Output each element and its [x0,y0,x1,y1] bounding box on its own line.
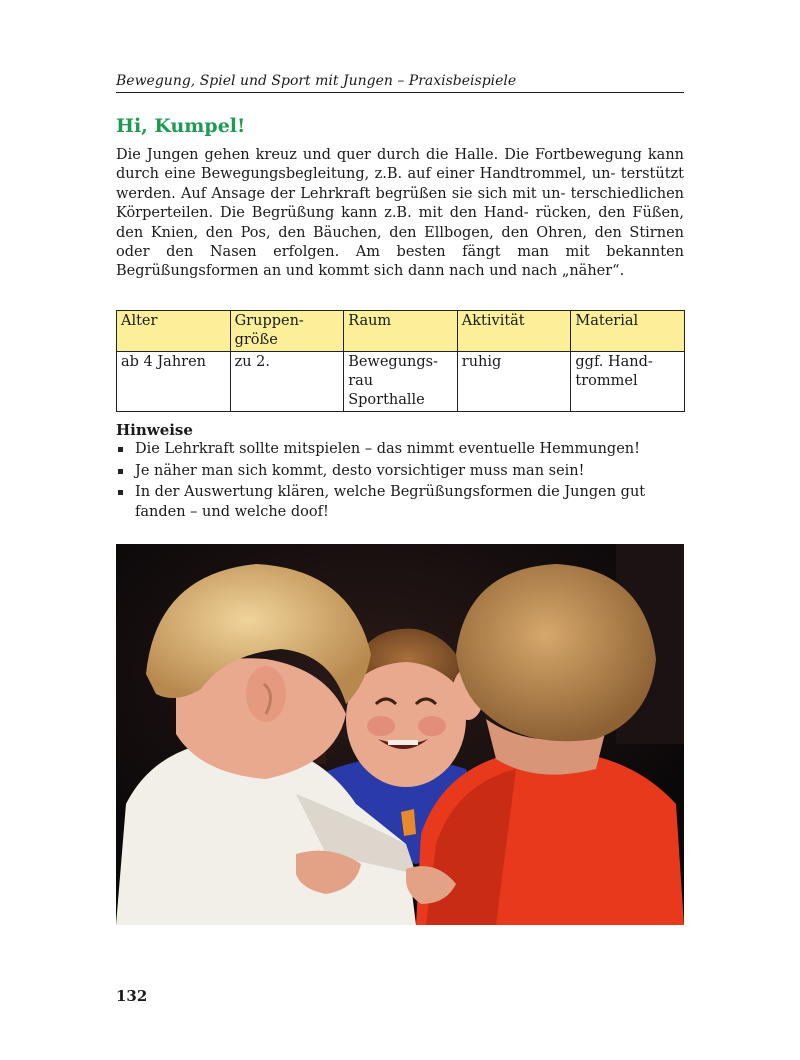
intro-line: rücken, den Füßen, den Knien, den Pos, den Bäuchen, den Ellbogen, den [116,205,685,241]
notes-list [116,440,684,522]
intro-paragraph [116,146,684,282]
cell-raum: Bewegungs- rau Sporthalle [344,352,458,412]
header-material: Material [571,311,685,352]
header-alter: Alter [117,311,231,352]
notes-heading: Hinweise [116,421,193,439]
cell-material: ggf. Hand- trommel [571,352,685,412]
bullet-square-icon [118,447,123,452]
intro-line: Die Jungen gehen kreuz und quer durch die Halle. Die Fortbewegung [116,147,642,163]
page-number: 132 [116,987,148,1005]
table-header-row [117,311,685,352]
header-raum: Raum [344,311,458,352]
cell-gruppengroesse: zu 2. [230,352,344,412]
list-item: In der Auswertung klären, welche Begrüßungsformen die Jungen gut fanden – und welche doof! [116,483,684,522]
info-table [116,310,685,412]
list-item: Die Lehrkraft sollte mitspielen – das nimmt eventuelle Hemmungen! [116,440,684,460]
notes-section [116,420,684,524]
cell-alter: ab 4 Jahren [117,352,231,412]
bullet-square-icon [118,490,123,495]
cell-aktivitaet: ruhig [457,352,571,412]
header-gruppengroesse: Gruppen- größe [230,311,344,352]
list-item: Je näher man sich kommt, desto vorsichtiger muss man sein! [116,462,684,482]
header-aktivitaet: Aktivität [457,311,571,352]
intro-line: terschiedlichen Körperteilen. Die Begrüßung kann z.B. mit den Hand- [116,185,685,222]
intro-line: „näher“. [561,263,625,280]
bullet-square-icon [118,469,123,474]
table-row [117,352,685,412]
intro-line: Ohren, den Stirnen oder den Nasen erfolgen. Am besten fängt man mit [116,224,684,261]
intro-line: terstützt werden. Auf Ansage der Lehrkraft begrüßen sie sich mit un- [116,166,684,202]
section-title: Hi, Kumpel! [116,115,246,137]
intro-line: bekannten Begrüßungsformen an und kommt sich dann nach und nach [116,244,685,280]
photo-three-boys-hugging [116,544,684,925]
running-header: Bewegung, Spiel und Sport mit Jungen – Praxisbeispiele [116,72,684,93]
intro-line: kann durch eine Bewegungsbegleitung, z.B. auf einer Handtrommel, un- [116,147,684,183]
